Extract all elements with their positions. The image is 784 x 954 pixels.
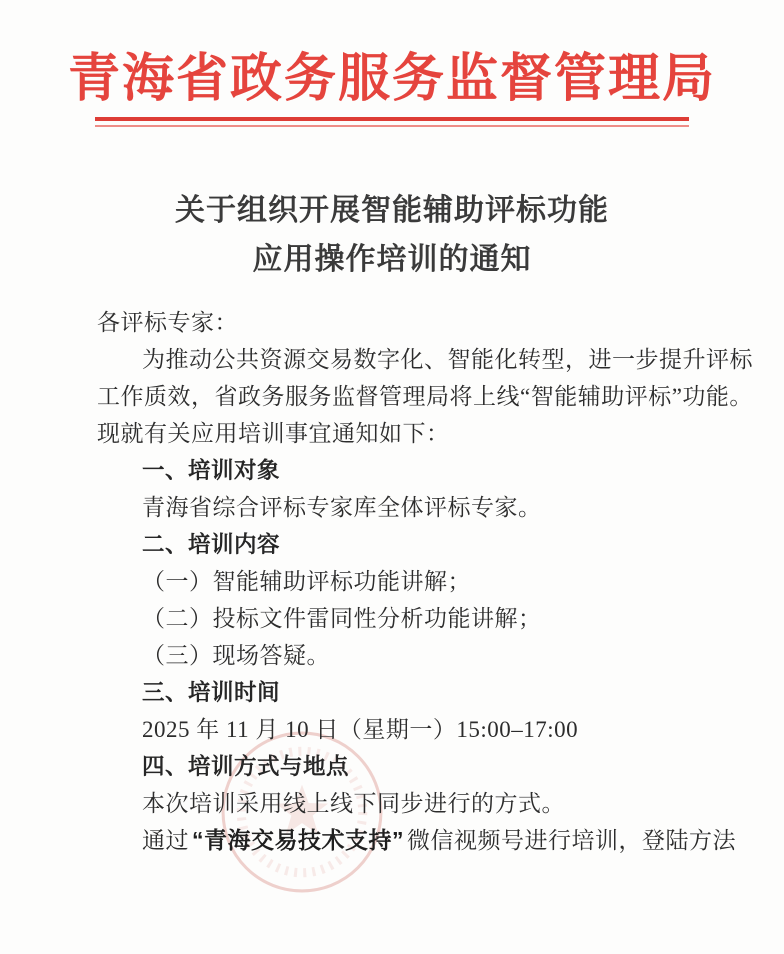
section-4-heading: 四、培训方式与地点 [142, 754, 350, 779]
section-2-item-3: （三）现场答疑。 [142, 643, 330, 668]
salutation: 各评标专家： [97, 310, 238, 335]
section-4-text-1: 本次培训采用线上线下同步进行的方式。 [142, 791, 565, 816]
section-1-text: 青海省综合评标专家库全体评标专家。 [142, 495, 542, 520]
intro-line-1: 为推动公共资源交易数字化、智能化转型，进一步提升评标 [142, 347, 753, 372]
section-4-text-2 [97, 822, 737, 859]
document-title [0, 186, 784, 284]
section-2-item-2: （二）投标文件雷同性分析功能讲解； [142, 606, 542, 631]
intro-line-3: 现就有关应用培训事宜通知如下： [97, 421, 450, 446]
section-1-heading: 一、培训对象 [142, 458, 281, 483]
intro-line-2: 工作质效，省政务服务监督管理局将上线“智能辅助评标”功能。 [97, 384, 753, 409]
letterhead-separator-thin-line [95, 125, 689, 127]
section-3-text: 2025 年 11 月 10 日（星期一）15:00–17:00 [142, 717, 579, 742]
section-3-heading: 三、培训时间 [142, 680, 281, 705]
section-4-text-2-suffix: 微信视频号进行培训，登陆方法 [407, 828, 736, 853]
section-2-item-1: （一）智能辅助评标功能讲解； [142, 569, 471, 594]
section-2-heading: 二、培训内容 [142, 532, 281, 557]
section-4-text-2-prefix: 通过 [142, 828, 189, 853]
letterhead-org-name: 青海省政务服务监督管理局 [67, 51, 716, 108]
document-body [97, 304, 753, 859]
letterhead-separator-thick-line [95, 117, 689, 121]
document-title-line2: 应用操作培训的通知 [252, 243, 532, 276]
section-4-text-2-quoted-bold: “青海交易技术支持” [192, 827, 404, 853]
document-title-line1: 关于组织开展智能辅助评标功能 [175, 194, 609, 227]
